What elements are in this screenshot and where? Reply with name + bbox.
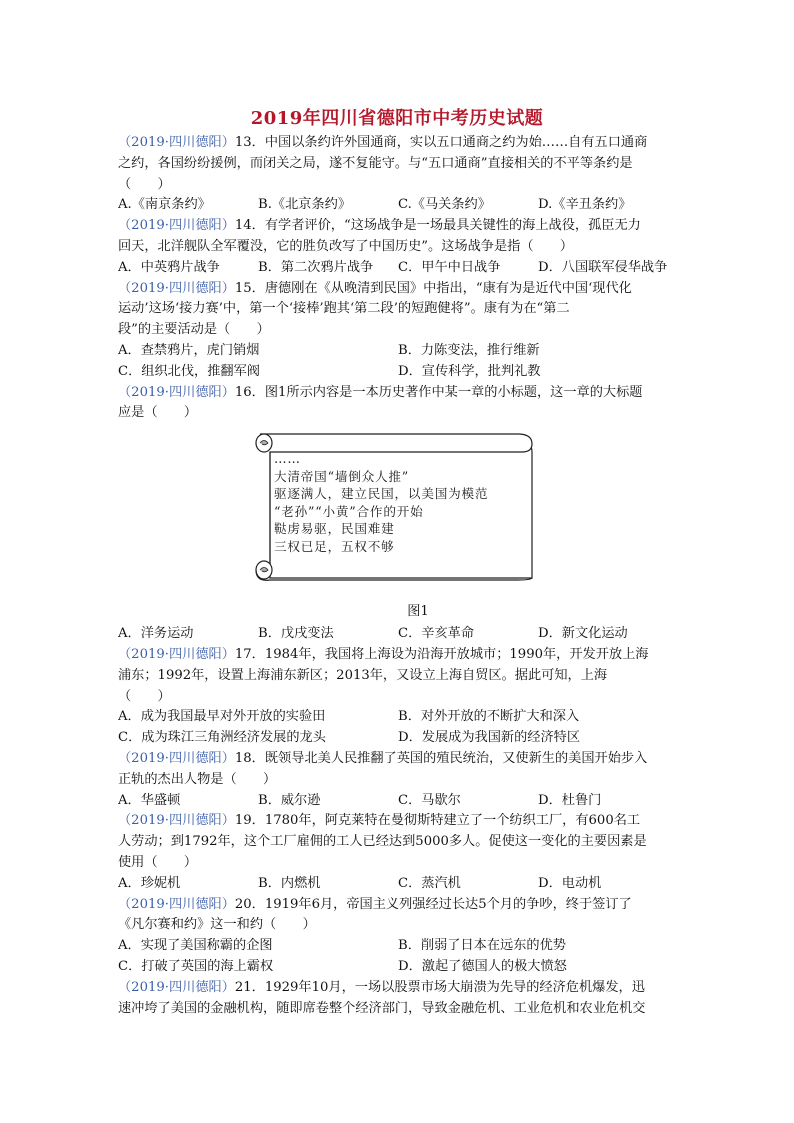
question-17-options-row-1 <box>118 707 678 728</box>
option-d: D．激起了德国人的极大愤怒 <box>398 958 567 974</box>
option-d: D.《辛丑条约》 <box>538 197 632 213</box>
question-20-stem-line-1: （2019·四川德阳）20．1919年6月，帝国主义列强经过长达5个月的争吵，终于签订了 <box>118 896 632 912</box>
scroll-line: 三权已足，五权不够 <box>274 538 395 554</box>
question-15-stem-line-1: （2019·四川德阳）15．唐德刚在《从晚清到民国》中指出，“康有为是近代中国‘现代化 <box>118 280 632 296</box>
question-21-stem-line-1: （2019·四川德阳）21．1929年10月，一场以股票市场大崩溃为先导的经济危机爆发，迅 <box>118 979 645 995</box>
option-a: A．实现了美国称霸的企图 <box>118 938 273 954</box>
source-tag: （2019·四川德阳） <box>118 280 235 296</box>
question-13-options <box>118 195 678 216</box>
option-b: B．力陈变法，推行维新 <box>398 342 540 358</box>
question-19-stem-line-3: 使用（ ） <box>118 854 198 870</box>
source-tag: （2019·四川德阳） <box>118 646 235 662</box>
question-15-options-row-2 <box>118 362 678 383</box>
question-18-stem-line-1: （2019·四川德阳）18．既领导北美人民推翻了英国的殖民统治，又使新生的美国开始步入 <box>118 750 648 766</box>
option-d: D．杜鲁门 <box>538 792 602 808</box>
scroll-line: “老孙”“小黄”合作的开始 <box>274 503 424 519</box>
question-14-options <box>118 258 678 279</box>
source-tag: （2019·四川德阳） <box>118 979 235 995</box>
option-b: B．削弱了日本在远东的优势 <box>398 938 566 954</box>
question-17-options-row-2 <box>118 728 678 749</box>
source-tag: （2019·四川德阳） <box>118 218 235 234</box>
question-16-stem-line-2: 应是（ ） <box>118 405 198 421</box>
question-17-stem-line-1: （2019·四川德阳）17．1984年，我国将上海设为沿海开放城市；1990年，开发开放上海 <box>118 646 649 662</box>
question-19-stem-line-1: （2019·四川德阳）19．1780年，阿克莱特在曼彻斯特建立了一个纺织工厂，有600名工 <box>118 813 641 829</box>
source-tag: （2019·四川德阳） <box>118 384 235 400</box>
question-17-stem-line-2: 浦东；1992年，设置上海浦东新区；2013年，又设立上海自贸区。据此可知，上海 <box>118 667 608 683</box>
question-13-stem-line-3: （ ） <box>118 176 171 192</box>
option-c: C．打破了英国的海上霸权 <box>118 958 274 974</box>
scroll-text <box>274 450 488 555</box>
scroll-line: 驱逐满人，建立民国，以美国为模范 <box>274 486 489 502</box>
question-21-stem-line-2: 速冲垮了美国的金融机构，随即席卷整个经济部门，导致金融危机、工业危机和农业危机交 <box>118 1000 646 1016</box>
option-c: C．甲午中日战争 <box>398 259 501 275</box>
option-c: C．马歇尔 <box>398 792 461 808</box>
question-17-stem-line-3: （ ） <box>118 688 171 704</box>
figure-caption: 图1 <box>407 604 429 620</box>
option-a: A．洋务运动 <box>118 626 194 642</box>
source-tag: （2019·四川德阳） <box>118 813 235 829</box>
page-title: 2019年四川省德阳市中考历史试题 <box>250 108 544 129</box>
question-19-stem-line-2: 人劳动；到1792年，这个工厂雇佣的工人已经达到5000多人。促使这一变化的主要因素是 <box>118 834 647 850</box>
option-b: B．对外开放的不断扩大和深入 <box>398 709 580 725</box>
scroll-line: …… <box>274 451 301 467</box>
option-a: A．查禁鸦片，虎门销烟 <box>118 342 260 358</box>
figure-1-scroll <box>118 430 678 600</box>
question-list <box>118 133 678 1019</box>
question-14 <box>118 216 678 278</box>
question-15-options-row-1 <box>118 341 678 362</box>
question-20-options-row-1 <box>118 936 678 957</box>
option-a: A．成为我国最早对外开放的实验田 <box>118 709 326 725</box>
option-d: D．八国联军侵华战争 <box>538 259 668 275</box>
question-14-stem-line-1: （2019·四川德阳）14．有学者评价，“这场战争是一场最具关键性的海上战役，孤臣无力 <box>118 218 641 234</box>
source-tag: （2019·四川德阳） <box>118 135 235 150</box>
question-20-stem-line-2: 《凡尔赛和约》这一和约（ ） <box>118 917 316 933</box>
question-13-stem-line-1: （2019·四川德阳）13．中国以条约许外国通商，实以五口通商之约为始……自有五口通商 <box>118 135 648 150</box>
question-15-stem-line-3: 段”的主要活动是（ ） <box>118 322 270 338</box>
option-b: B．威尔逊 <box>258 792 321 808</box>
option-c: C．辛亥革命 <box>398 626 475 642</box>
option-c: C．蒸汽机 <box>398 875 461 891</box>
question-21 <box>118 978 678 1020</box>
question-13-stem-line-2: 之约，各国纷纷援例，而闭关之局，遂不复能守。与“五口通商”直接相关的不平等条约是 <box>118 155 633 171</box>
question-18 <box>118 749 678 811</box>
question-16-stem-line-1: （2019·四川德阳）16．图1所示内容是一本历史著作中某一章的小标题，这一章的大标题 <box>118 384 643 400</box>
question-18-stem-line-2: 正轨的杰出人物是（ ） <box>118 771 277 787</box>
option-d: D．发展成为我国新的经济特区 <box>398 730 581 746</box>
question-14-stem-line-2: 回天，北洋舰队全军覆没，它的胜负改写了中国历史”。这场战争是指（ ） <box>118 238 574 254</box>
option-d: D．新文化运动 <box>538 626 628 642</box>
question-19 <box>118 811 678 894</box>
question-18-options <box>118 791 678 812</box>
option-c: C.《马关条约》 <box>398 197 491 213</box>
question-13 <box>118 133 678 216</box>
option-b: B．戊戌变法 <box>258 626 334 642</box>
source-tag: （2019·四川德阳） <box>118 750 235 766</box>
question-16 <box>118 383 678 645</box>
option-a: A．中英鸦片战争 <box>118 259 220 275</box>
option-d: D．电动机 <box>538 875 602 891</box>
question-17 <box>118 645 678 749</box>
option-a: A．珍妮机 <box>118 875 181 891</box>
option-b: B．内燃机 <box>258 875 321 891</box>
question-20-options-row-2 <box>118 957 678 978</box>
question-20 <box>118 895 678 978</box>
question-16-options <box>118 624 678 645</box>
option-a: A.《南京条约》 <box>118 197 211 213</box>
source-tag: （2019·四川德阳） <box>118 896 235 912</box>
scroll-line: 大清帝国“墙倒众人推” <box>274 468 410 484</box>
option-a: A．华盛顿 <box>118 792 181 808</box>
question-15-stem-line-2: 运动’这场‘接力赛’中，第一个‘接棒’跑其‘第二段’的短跑健将”。康有为在“第二 <box>118 301 570 317</box>
option-c: C．成为珠江三角洲经济发展的龙头 <box>118 730 326 746</box>
scroll-line: 鞑虏易驱，民国难建 <box>274 521 395 537</box>
question-19-options <box>118 874 678 895</box>
option-b: B.《北京条约》 <box>258 197 352 213</box>
option-c: C．组织北伐，推翻军阀 <box>118 363 260 379</box>
option-d: D．宣传科学，批判礼教 <box>398 363 541 379</box>
question-15 <box>118 279 678 383</box>
option-b: B．第二次鸦片战争 <box>258 259 374 275</box>
